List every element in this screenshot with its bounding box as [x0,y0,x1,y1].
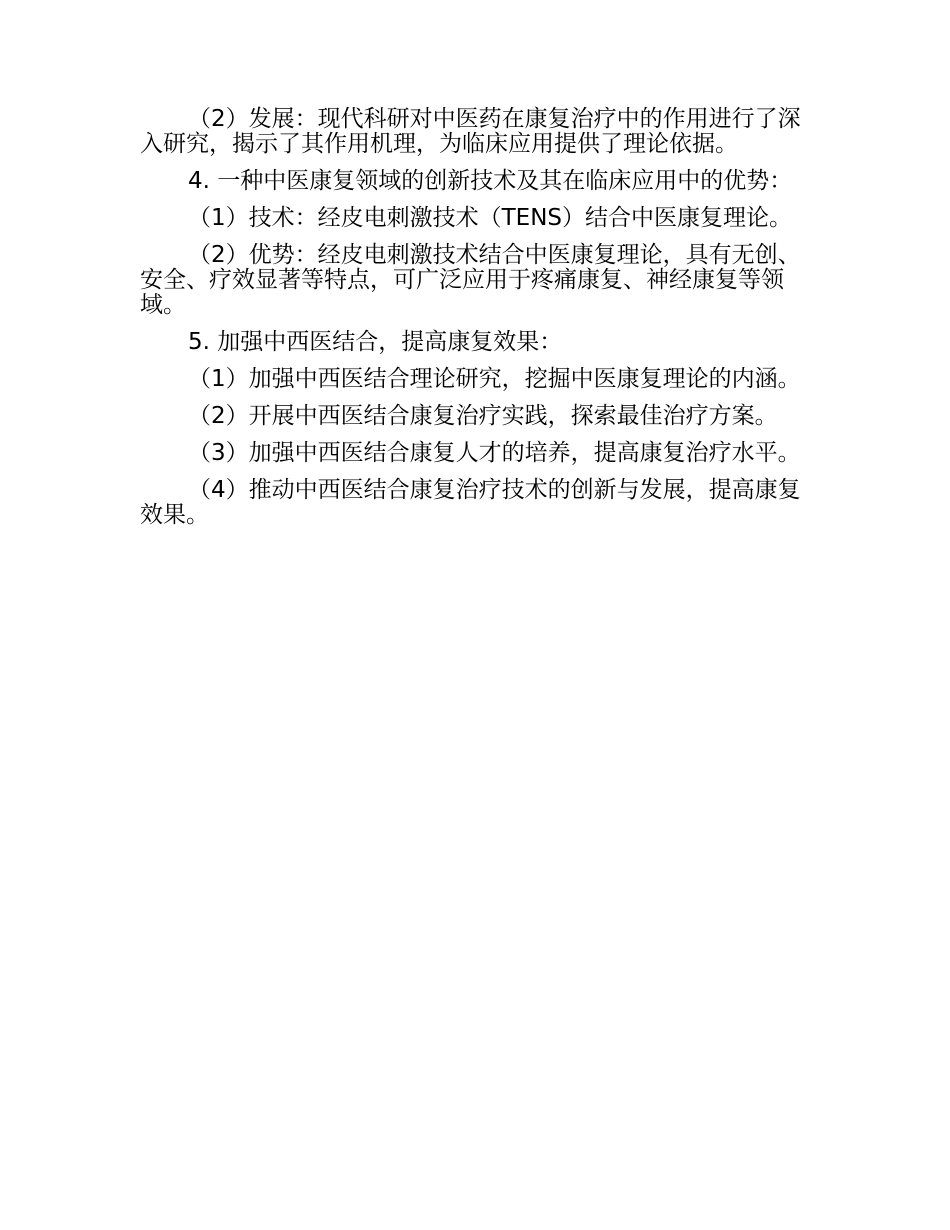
paragraph-technology: （1）技术：经皮电刺激技术（TENS）结合中医康复理论。 [188,205,793,231]
document-body [140,107,810,540]
paragraph-item-4: （4）推动中西医结合康复治疗技术的创新与发展，提高康复效果。 [140,477,801,528]
paragraph-section-5-heading: 5. 加强中西医结合，提高康复效果： [188,329,563,355]
paragraph-item-2: （2）开展中西医结合康复治疗实践，探索最佳治疗方案。 [188,403,778,429]
paragraph-section-4-heading: 4. 一种中医康复领域的创新技术及其在临床应用中的优势： [188,168,793,194]
paragraph-advantages: （2）优势：经皮电刺激技术结合中医康复理论，具有无创、安全、疗效显著等特点，可广泛应用于疼痛康复、神经康复等领域。 [140,242,801,318]
paragraph-development: （2）发展：现代科研对中医药在康复治疗中的作用进行了深入研究，揭示了其作用机理，为临床应用提供了理论依据。 [140,106,801,157]
paragraph-item-1: （1）加强中西医结合理论研究，挖掘中医康复理论的内涵。 [188,366,801,392]
paragraph-item-3: （3）加强中西医结合康复人才的培养，提高康复治疗水平。 [188,440,801,466]
